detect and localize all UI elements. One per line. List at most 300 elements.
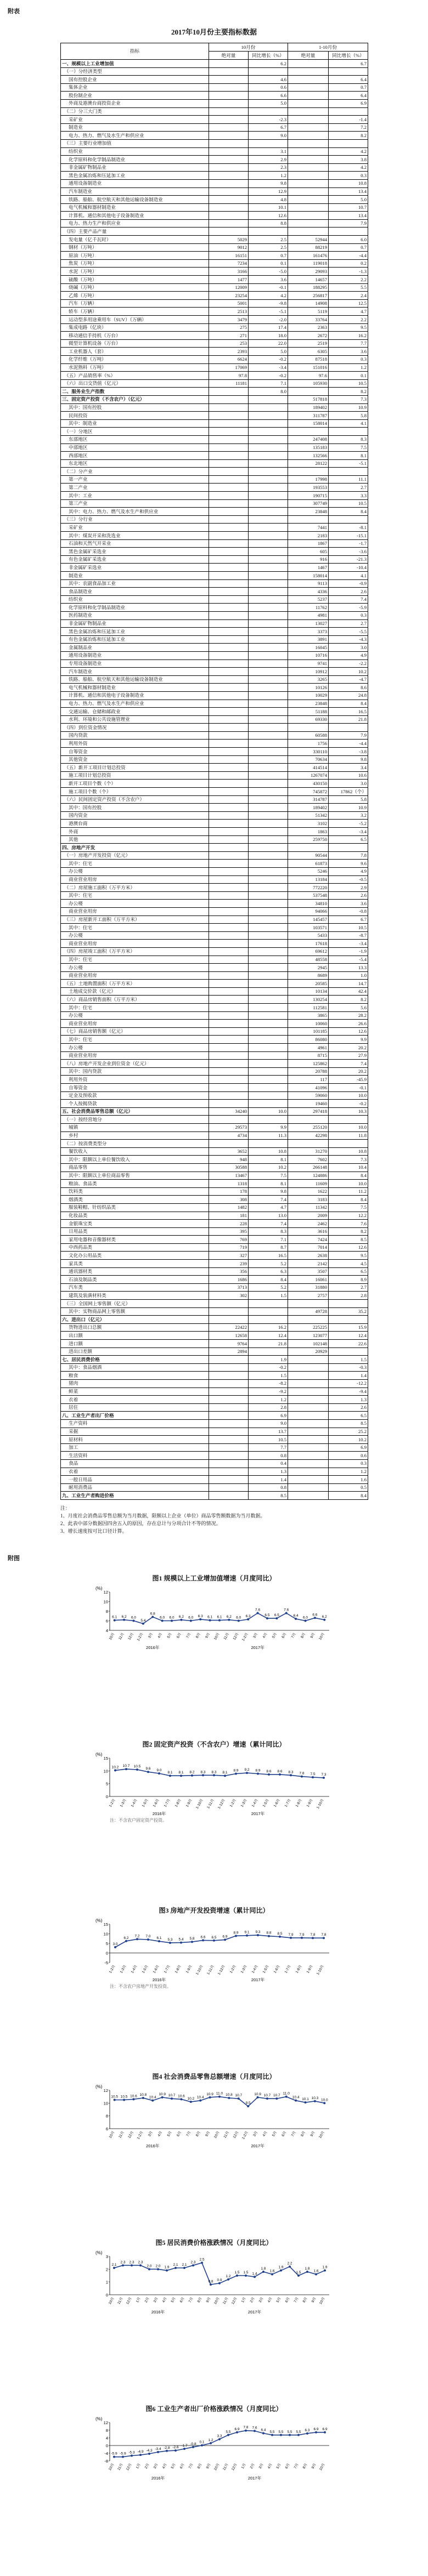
ytd-yoy: 8.3 bbox=[329, 435, 368, 443]
data-point bbox=[228, 1619, 230, 1621]
ytd-yoy: 0.3 bbox=[329, 1459, 368, 1468]
table-row bbox=[61, 595, 368, 604]
row-label: 其中：限额以上单位餐饮收入 bbox=[61, 1156, 209, 1164]
ytd-yoy: 8.6 bbox=[329, 684, 368, 692]
month-abs: 4734 bbox=[209, 1131, 249, 1140]
x-tick-label: 10月 bbox=[318, 2463, 326, 2471]
ytd-yoy: 2.2 bbox=[329, 316, 368, 324]
month-abs bbox=[209, 700, 249, 708]
row-label: 利用外资 bbox=[61, 740, 209, 748]
table-row bbox=[61, 1292, 368, 1300]
month-abs: 2393 bbox=[209, 348, 249, 356]
ytd-yoy: 2.7 bbox=[329, 484, 368, 492]
table-row bbox=[61, 691, 368, 700]
month-yoy bbox=[249, 748, 288, 756]
month-yoy: 0.8 bbox=[249, 1452, 288, 1460]
table-row bbox=[61, 579, 368, 588]
ytd-yoy: 10.7 bbox=[329, 203, 368, 212]
month-yoy: 6.6 bbox=[249, 92, 288, 100]
row-label: 外商 bbox=[61, 828, 209, 836]
row-label: 其中：住宅 bbox=[61, 891, 209, 900]
data-label: 1.6 bbox=[313, 2269, 319, 2273]
data-label: 1.5 bbox=[234, 2271, 240, 2274]
row-label: 原油（万吨） bbox=[61, 252, 209, 260]
month-abs bbox=[209, 780, 249, 788]
row-label: 利用外资 bbox=[61, 1076, 209, 1084]
data-label: 7.3 bbox=[321, 1772, 326, 1777]
month-yoy: 7.5 bbox=[249, 1172, 288, 1180]
ytd-yoy bbox=[329, 139, 368, 147]
month-yoy bbox=[249, 715, 288, 724]
month-yoy bbox=[249, 915, 288, 924]
table-row bbox=[61, 308, 368, 316]
month-yoy bbox=[249, 867, 288, 875]
month-abs: 3479 bbox=[209, 316, 249, 324]
ytd-yoy: 9.5 bbox=[329, 323, 368, 332]
ytd-abs: 1267074 bbox=[288, 771, 329, 780]
month-yoy: 6.9 bbox=[249, 1412, 288, 1420]
table-row bbox=[61, 1443, 368, 1452]
x-tick-label: 10月 bbox=[318, 1632, 326, 1641]
ytd-abs bbox=[288, 228, 329, 236]
month-abs bbox=[209, 1476, 249, 1484]
table-row bbox=[61, 123, 368, 132]
data-point bbox=[169, 1942, 171, 1944]
ytd-abs: 10912 bbox=[288, 668, 329, 676]
ytd-yoy: 2.6 bbox=[329, 1403, 368, 1412]
ytd-abs bbox=[288, 1419, 329, 1428]
table-row bbox=[61, 1323, 368, 1332]
table-row bbox=[61, 1180, 368, 1188]
chart-svg bbox=[93, 2415, 335, 2481]
month-abs: 9012 bbox=[209, 243, 249, 252]
ytd-abs: 10716 bbox=[288, 651, 329, 659]
month-yoy bbox=[249, 931, 288, 940]
ytd-yoy: -8.7 bbox=[329, 931, 368, 940]
row-label: 东部地区 bbox=[61, 435, 209, 443]
month-abs bbox=[209, 107, 249, 116]
month-yoy bbox=[249, 484, 288, 492]
data-point bbox=[262, 2271, 264, 2273]
ytd-abs bbox=[288, 212, 329, 220]
row-label: 港澳台商 bbox=[61, 820, 209, 828]
y-tick-label: 5 bbox=[105, 1941, 108, 1946]
data-label: 10.9 bbox=[159, 2092, 166, 2096]
ytd-abs bbox=[288, 219, 329, 228]
y-axis-label: (%) bbox=[95, 1918, 103, 1923]
row-label: 粮食 bbox=[61, 1372, 209, 1380]
ytd-yoy: 9.9 bbox=[329, 1036, 368, 1044]
ytd-abs: 1622 bbox=[288, 1187, 329, 1196]
ytd-yoy: -45.9 bbox=[329, 1076, 368, 1084]
ytd-abs bbox=[288, 1452, 329, 1460]
row-label: 九、工业生产者购进价格 bbox=[61, 1492, 209, 1500]
data-point bbox=[218, 2438, 221, 2440]
row-label: 国内贷款 bbox=[61, 731, 209, 740]
month-abs bbox=[209, 668, 249, 676]
ytd-yoy: 1.4 bbox=[329, 1372, 368, 1380]
month-yoy: 10.8 bbox=[249, 1147, 288, 1156]
data-label: 6.2 bbox=[121, 1614, 127, 1619]
data-point bbox=[201, 2262, 203, 2264]
chart-svg bbox=[93, 1917, 335, 1982]
ytd-abs: 1867 bbox=[288, 539, 329, 548]
x-tick-label: 12月 bbox=[127, 2130, 135, 2139]
ytd-abs: 193553 bbox=[288, 484, 329, 492]
month-abs: 13467 bbox=[209, 1172, 249, 1180]
table-row bbox=[61, 1332, 368, 1340]
x-tick-label: 6月 bbox=[284, 2296, 291, 2304]
row-label: 非金属矿物制品业 bbox=[61, 619, 209, 628]
data-label: 8.1 bbox=[178, 1771, 184, 1775]
x-tick-label: 5月 bbox=[271, 1632, 278, 1639]
table-row bbox=[61, 499, 368, 508]
month-yoy: 8.0 bbox=[249, 388, 288, 396]
month-yoy bbox=[249, 1116, 288, 1124]
month-yoy: 16.2 bbox=[249, 1323, 288, 1332]
data-point bbox=[262, 2432, 264, 2435]
table-row bbox=[61, 860, 368, 868]
ytd-abs bbox=[288, 76, 329, 84]
table-row bbox=[61, 443, 368, 452]
month-yoy bbox=[249, 971, 288, 980]
row-label: 黑色金属冶炼和压延加工业 bbox=[61, 628, 209, 636]
data-label: -0.8 bbox=[190, 2442, 196, 2446]
ytd-yoy: 12.6 bbox=[329, 1243, 368, 1252]
ytd-yoy: 2.2 bbox=[329, 276, 368, 284]
ytd-abs: 255120 bbox=[288, 1123, 329, 1131]
ytd-abs: 330110 bbox=[288, 748, 329, 756]
ytd-abs: 8689 bbox=[288, 971, 329, 980]
row-label: 其中：住宅 bbox=[61, 1036, 209, 1044]
month-yoy bbox=[249, 980, 288, 988]
month-yoy bbox=[249, 1347, 288, 1356]
table-row bbox=[61, 1156, 368, 1164]
month-yoy: 4.6 bbox=[249, 76, 288, 84]
ytd-yoy: 6.5 bbox=[329, 1412, 368, 1420]
table-row bbox=[61, 1412, 368, 1420]
data-label: 6.1 bbox=[156, 1936, 162, 1941]
x-tick-label: 11月 bbox=[118, 1632, 125, 1641]
ytd-abs: 517818 bbox=[288, 395, 329, 403]
month-abs bbox=[209, 820, 249, 828]
y-tick-label: -5 bbox=[104, 1960, 108, 1965]
row-label: 八、工业生产者出厂价格 bbox=[61, 1412, 209, 1420]
data-label: 7.6 bbox=[252, 2426, 257, 2430]
month-abs bbox=[209, 740, 249, 748]
ytd-abs: 225225 bbox=[288, 1323, 329, 1332]
table-row bbox=[61, 684, 368, 692]
ytd-abs bbox=[288, 163, 329, 172]
year-label: 2017年 bbox=[251, 1645, 264, 1650]
chart-svg bbox=[93, 2083, 335, 2148]
ytd-abs bbox=[288, 1396, 329, 1404]
month-abs bbox=[209, 907, 249, 915]
ytd-yoy: 21.8 bbox=[329, 715, 368, 724]
ytd-yoy: -15.1 bbox=[329, 532, 368, 540]
month-abs bbox=[209, 1396, 249, 1404]
table-row bbox=[61, 67, 368, 76]
table-row bbox=[61, 524, 368, 532]
data-label: 10.9 bbox=[254, 2092, 261, 2096]
ytd-yoy: 7.9 bbox=[329, 731, 368, 740]
ytd-abs: 51188 bbox=[288, 708, 329, 716]
x-tick-label: 9月 bbox=[311, 2296, 317, 2304]
ytd-abs: 2519 bbox=[288, 339, 329, 348]
ytd-abs: 189402 bbox=[288, 403, 329, 412]
ytd-abs: 297418 bbox=[288, 1107, 329, 1116]
ytd-yoy: 3.0 bbox=[329, 780, 368, 788]
row-label: 其中：限额以上单位商品零售 bbox=[61, 1172, 209, 1180]
row-label: （三）主要行业增加值 bbox=[61, 139, 209, 147]
ytd-yoy: -12.2 bbox=[329, 1379, 368, 1387]
month-yoy bbox=[249, 828, 288, 836]
data-point bbox=[132, 2098, 134, 2100]
row-label: 七、居民消费价格 bbox=[61, 1356, 209, 1364]
chart-svg bbox=[93, 2249, 335, 2315]
month-yoy: 1.5 bbox=[249, 1292, 288, 1300]
ytd-abs bbox=[288, 428, 329, 436]
ytd-abs: 102148 bbox=[288, 1340, 329, 1348]
data-point bbox=[254, 2430, 256, 2432]
table-row bbox=[61, 764, 368, 772]
data-label: 11.0 bbox=[216, 2091, 223, 2096]
data-label: 6.6 bbox=[200, 1935, 206, 1940]
month-yoy bbox=[249, 675, 288, 684]
x-tick-label: 11月 bbox=[222, 2463, 229, 2471]
data-point bbox=[190, 1620, 192, 1622]
row-label: 加工 bbox=[61, 1443, 209, 1452]
x-tick-label: 10月 bbox=[213, 2296, 221, 2305]
header-month: 10月份 bbox=[209, 43, 288, 52]
data-label: 9.0 bbox=[156, 1768, 162, 1772]
data-point bbox=[209, 1619, 211, 1622]
month-abs bbox=[209, 443, 249, 452]
ytd-abs: 119018 bbox=[288, 259, 329, 268]
month-abs bbox=[209, 1436, 249, 1444]
x-tick-label: 1-6月 bbox=[273, 1964, 281, 1974]
data-label: 7.5 bbox=[310, 1772, 316, 1776]
month-abs: 302 bbox=[209, 1292, 249, 1300]
data-point bbox=[151, 1616, 154, 1618]
x-tick-label: 1-10月 bbox=[195, 1798, 204, 1810]
y-tick-label: 15 bbox=[103, 1756, 108, 1761]
data-point bbox=[312, 1776, 314, 1778]
data-label: 10.2 bbox=[187, 2097, 195, 2101]
row-label: 计算机、通信和其他电子设备制造业 bbox=[61, 691, 209, 700]
ytd-abs bbox=[288, 1372, 329, 1380]
row-label: 外商及港澳台商投资企业 bbox=[61, 99, 209, 107]
month-yoy: 0.6 bbox=[249, 83, 288, 92]
data-point bbox=[171, 2097, 173, 2100]
month-abs bbox=[209, 724, 249, 732]
table-row bbox=[61, 1468, 368, 1476]
table-row bbox=[61, 435, 368, 443]
ytd-yoy: -0.8 bbox=[329, 907, 368, 915]
ytd-yoy bbox=[329, 1347, 368, 1356]
data-point bbox=[312, 1937, 314, 1939]
table-row bbox=[61, 259, 368, 268]
ytd-yoy: 1.2 bbox=[329, 363, 368, 372]
month-abs: 5029 bbox=[209, 236, 249, 244]
table-row bbox=[61, 820, 368, 828]
ytd-abs: 1863 bbox=[288, 828, 329, 836]
month-abs bbox=[209, 931, 249, 940]
month-yoy: 8.1 bbox=[249, 1180, 288, 1188]
x-tick-label: 7月 bbox=[293, 2296, 300, 2304]
x-tick-label: 1-11月 bbox=[206, 1964, 215, 1976]
data-label: 7.8 bbox=[310, 1933, 316, 1937]
table-row bbox=[61, 139, 368, 147]
row-label: 石油及制品类 bbox=[61, 1276, 209, 1284]
ytd-abs: 259750 bbox=[288, 835, 329, 844]
ytd-abs: 6305 bbox=[288, 348, 329, 356]
data-label: 5.5 bbox=[278, 2430, 284, 2434]
month-abs bbox=[209, 619, 249, 628]
month-yoy bbox=[249, 644, 288, 652]
row-label: 商业营业用房 bbox=[61, 971, 209, 980]
month-yoy bbox=[249, 780, 288, 788]
x-tick-label: 1-5月 bbox=[141, 1798, 149, 1808]
ytd-abs: 190715 bbox=[288, 492, 329, 500]
ytd-abs: 61873 bbox=[288, 860, 329, 868]
month-abs bbox=[209, 1387, 249, 1396]
data-point bbox=[238, 1620, 240, 1622]
ytd-abs: 16045 bbox=[288, 644, 329, 652]
month-abs bbox=[209, 196, 249, 204]
month-abs bbox=[209, 1372, 249, 1380]
row-label: 一般日用品 bbox=[61, 1476, 209, 1484]
table-row bbox=[61, 1379, 368, 1387]
month-yoy bbox=[249, 1091, 288, 1100]
ytd-abs: 7424 bbox=[288, 1236, 329, 1244]
month-yoy bbox=[249, 940, 288, 948]
ytd-abs: 9741 bbox=[288, 659, 329, 668]
table-row bbox=[61, 971, 368, 980]
ytd-yoy: -1.7 bbox=[329, 539, 368, 548]
table-row bbox=[61, 1492, 368, 1500]
data-point bbox=[139, 2264, 142, 2266]
ytd-yoy: 16.2 bbox=[329, 332, 368, 340]
month-yoy: 7.4 bbox=[249, 1196, 288, 1204]
ytd-abs: 10134 bbox=[288, 987, 329, 996]
table-row bbox=[61, 219, 368, 228]
ytd-abs: 247408 bbox=[288, 435, 329, 443]
ytd-abs: 14657 bbox=[288, 276, 329, 284]
data-label: -2.6 bbox=[172, 2446, 179, 2450]
month-abs bbox=[209, 828, 249, 836]
note-line: 3、增长速度按可比口径计算。 bbox=[60, 1528, 127, 1534]
month-abs bbox=[209, 1004, 249, 1012]
ytd-yoy bbox=[329, 1140, 368, 1148]
x-tick-label: 6月 bbox=[284, 2463, 291, 2470]
table-row bbox=[61, 428, 368, 436]
year-label: 2017年 bbox=[251, 1811, 265, 1816]
data-label: 6.5 bbox=[211, 1935, 217, 1940]
x-tick-label: 12月 bbox=[230, 2463, 238, 2471]
data-label: 5.5 bbox=[296, 2430, 301, 2434]
x-tick-label: 3月 bbox=[252, 2130, 259, 2137]
month-yoy bbox=[249, 604, 288, 612]
table-row bbox=[61, 795, 368, 804]
month-abs: 7234 bbox=[209, 259, 249, 268]
ytd-yoy: 2.6 bbox=[329, 588, 368, 596]
x-tick-label: 2月 bbox=[249, 2296, 256, 2304]
ytd-abs: 112581 bbox=[288, 1004, 329, 1012]
table-row bbox=[61, 196, 368, 204]
row-label: 焦炭（万吨） bbox=[61, 259, 209, 268]
y-tick-label: 2 bbox=[105, 2267, 108, 2272]
month-yoy: 0.7 bbox=[249, 252, 288, 260]
month-abs bbox=[209, 99, 249, 107]
y-tick-label: 5 bbox=[105, 1781, 108, 1787]
table-row bbox=[61, 1396, 368, 1404]
table-row bbox=[61, 804, 368, 812]
x-tick-label: 1-10月 bbox=[316, 1964, 325, 1976]
month-yoy: 16.5 bbox=[249, 1252, 288, 1260]
table-row bbox=[61, 1428, 368, 1436]
month-abs: 327 bbox=[209, 1252, 249, 1260]
month-yoy bbox=[249, 1051, 288, 1060]
table-row bbox=[61, 947, 368, 956]
ytd-yoy: -3.8 bbox=[329, 748, 368, 756]
month-yoy: 4.7 bbox=[249, 1203, 288, 1212]
table-row bbox=[61, 724, 368, 732]
ytd-yoy: -3.4 bbox=[329, 940, 368, 948]
x-tick-label: 1-9月 bbox=[306, 1964, 314, 1974]
row-label: 烧碱（万吨） bbox=[61, 283, 209, 292]
table-row bbox=[61, 604, 368, 612]
month-abs bbox=[209, 851, 249, 860]
table-row bbox=[61, 212, 368, 220]
data-point bbox=[246, 1772, 248, 1774]
data-point bbox=[275, 2097, 278, 2100]
month-yoy bbox=[249, 700, 288, 708]
month-abs: 9764 bbox=[209, 1340, 249, 1348]
data-point bbox=[136, 1768, 138, 1771]
row-label: 微型计算机设备（万台） bbox=[61, 339, 209, 348]
ytd-yoy: 6.0 bbox=[329, 236, 368, 244]
x-tick-label: 7月 bbox=[290, 1632, 297, 1639]
y-axis-label: (%) bbox=[95, 2250, 103, 2255]
ytd-abs: 4961 bbox=[288, 1044, 329, 1052]
month-yoy: 1.9 bbox=[249, 1356, 288, 1364]
ytd-abs: 2142 bbox=[288, 1260, 329, 1268]
x-tick-label: 10月 bbox=[213, 1632, 221, 1641]
month-abs bbox=[209, 900, 249, 908]
ytd-yoy: 4.5 bbox=[329, 1260, 368, 1268]
month-yoy: -9.8 bbox=[249, 299, 288, 308]
ytd-abs: 60588 bbox=[288, 731, 329, 740]
ytd-abs: 2009 bbox=[288, 1212, 329, 1220]
data-point bbox=[171, 1620, 173, 1622]
table-row bbox=[61, 1123, 368, 1131]
row-label: 生活资料 bbox=[61, 1452, 209, 1460]
month-yoy: 2.5 bbox=[249, 236, 288, 244]
table-row bbox=[61, 1243, 368, 1252]
data-point bbox=[235, 1772, 237, 1775]
row-label: 水泥熟料（万吨） bbox=[61, 363, 209, 372]
table-row bbox=[61, 1267, 368, 1276]
month-yoy: 0.4 bbox=[249, 1459, 288, 1468]
row-label: 电力、热力生产和供应业 bbox=[61, 219, 209, 228]
x-tick-label: 12月 bbox=[125, 2296, 133, 2305]
ytd-yoy: 10.9 bbox=[329, 804, 368, 812]
data-label: 2.1 bbox=[111, 2263, 117, 2267]
data-point bbox=[297, 2434, 300, 2436]
data-point bbox=[174, 2449, 177, 2452]
month-abs bbox=[209, 964, 249, 972]
